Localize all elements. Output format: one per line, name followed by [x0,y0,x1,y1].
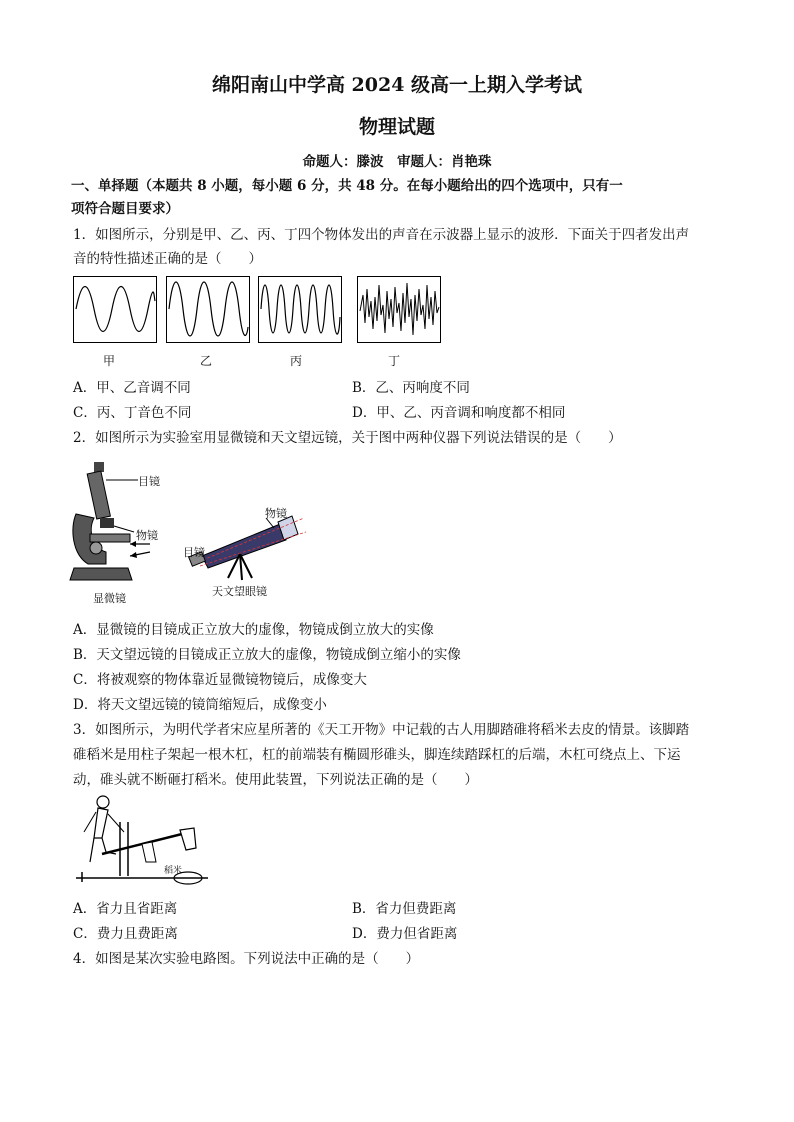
q3-option-a: A．省力且省距离 [73,901,178,917]
wave-bing-graph [259,277,341,342]
q3-stem-cont2: 动，碓头就不断砸打稻米。使用此装置，下列说法正确的是（ ） [73,772,478,788]
microscope-eyepiece-label: 目镜 [138,475,160,488]
q2-option-d: D．将天文望远镜的镜筒缩短后，成像变小 [73,697,327,713]
q3-option-d: D．费力但省距离 [352,926,458,942]
microscope-caption: 显微镜 [93,592,126,605]
q2-stem: 2．如图所示为实验室用显微镜和天文望远镜，关于图中两种仪器下列说法错误的是（ ） [73,430,622,446]
telescope-objective-label: 物镜 [265,507,287,520]
telescope-eyepiece-label: 目镜 [183,546,205,559]
q1-stem-cont: 音的特性描述正确的是（ ） [73,251,262,267]
exam-title: 绵阳南山中学高 2024 级高一上期入学考试 [211,74,583,96]
wave-label-ding: 丁 [388,354,401,368]
rice-label: 稻米 [164,866,183,876]
microscope-objective-label: 物镜 [136,529,158,542]
wave-label-yi: 乙 [200,354,213,368]
wave-yi-graph [167,277,249,342]
section-heading-cont: 项符合题目要求） [71,201,179,217]
q3-stem-cont1: 碓稻米是用柱子架起一根木杠，杠的前端装有椭圆形碓头，脚连续踏踩杠的后端，木杠可绕点上、下运 [73,747,681,763]
wave-panel-yi [166,276,250,343]
q2-option-a: A．显微镜的目镜成正立放大的虚像，物镜成倒立放大的实像 [73,622,434,638]
wave-label-jia: 甲 [103,354,116,368]
authors-line: 命题人：滕波 审题人：肖艳珠 [302,154,492,170]
wave-panel-bing [258,276,342,343]
q3-stem: 3．如图所示，为明代学者宋应星所著的《天工开物》中记载的古人用脚踏碓将稻米去皮的情景。该脚踏 [73,722,690,738]
wave-jia-graph [74,277,156,342]
telescope-caption: 天文望眼镜 [212,585,267,598]
q1-stem: 1．如图所示，分别是甲、乙、丙、丁四个物体发出的声音在示波器上显示的波形．下面关于四者发出声 [73,227,690,243]
section-heading: 一、单择题（本题共 8 小题，每小题 6 分，共 48 分。在每小题给出的四个选项中，只有一 [71,178,623,194]
q1-option-d: D．甲、乙、丙音调和响度都不相同 [352,405,566,421]
pestle-illustration [72,792,212,888]
q1-option-a: A．甲、乙音调不同 [73,380,191,396]
subject-title: 物理试题 [358,116,435,138]
wave-ding-graph [358,277,440,342]
q2-option-b: B．天文望远镜的目镜成正立放大的虚像，物镜成倒立缩小的实像 [73,647,461,663]
wave-label-bing: 丙 [290,354,303,368]
q3-option-b: B．省力但费距离 [352,901,457,917]
q1-option-c: C．丙、丁音色不同 [73,405,192,421]
wave-panel-ding [357,276,441,343]
wave-panel-jia [73,276,157,343]
q3-option-c: C．费力且费距离 [73,926,178,942]
q4-stem: 4．如图是某次实验电路图。下列说法中正确的是（ ） [73,951,420,967]
q1-option-b: B．乙、丙响度不同 [352,380,470,396]
q2-option-c: C．将被观察的物体靠近显微镜物镜后，成像变大 [73,672,367,688]
